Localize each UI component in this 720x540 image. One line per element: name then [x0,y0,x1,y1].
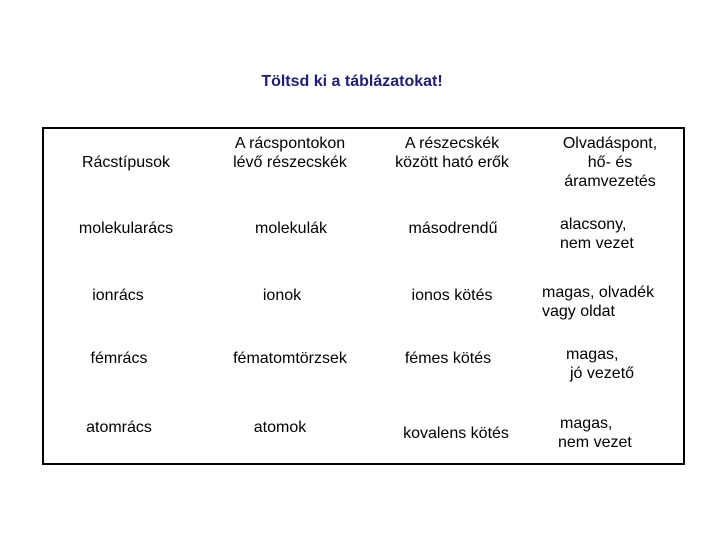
row-4-forces: kovalens kötés [403,425,509,442]
row-3-particles: fématomtörzsek [233,350,347,367]
row-2-particles: ionok [262,287,302,304]
row-3-properties: magas, jó vezető [566,346,635,382]
row-1-forces: másodrendű [408,220,498,237]
header-lattice-type: Rácstípusok [81,154,171,171]
row-4-properties: magas, nem vezet [558,415,632,451]
header-properties: Olvadáspont, hő- és áramvezetés [562,135,658,190]
header-forces: A részecskék között ható erők [395,135,509,171]
row-3-type: fémrács [90,350,148,367]
row-1-type: molekularács [78,220,174,237]
row-3-forces: fémes kötés [404,350,492,367]
row-2-type: ionrács [92,287,144,304]
row-1-particles: molekulák [254,220,328,237]
row-4-particles: atomok [253,419,307,436]
row-2-properties: magas, olvadék vagy oldat [542,284,655,320]
row-4-type: atomrács [86,419,152,436]
row-1-properties: alacsony, nem vezet [560,216,634,252]
page-title: Töltsd ki a táblázatokat! [261,73,443,90]
header-particles: A rácspontokon lévő részecskék [233,135,347,171]
row-2-forces: ionos kötés [411,287,493,304]
